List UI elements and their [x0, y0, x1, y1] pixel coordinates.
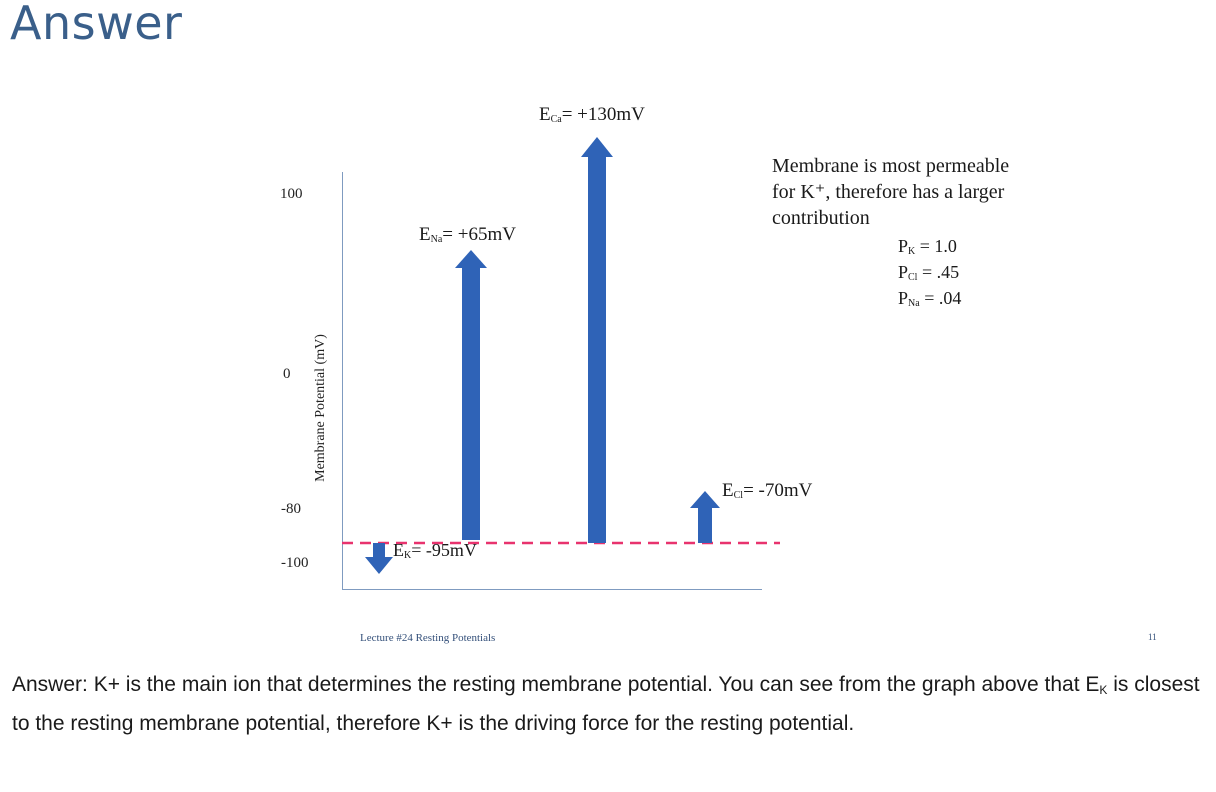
y-tick-100: 100 [280, 186, 303, 202]
perm-cl: $P_{Cl} = .45$ [898, 262, 960, 283]
arrow-ek-down [365, 543, 393, 574]
y-tick-minus-80: -80 [281, 501, 301, 517]
label-eca: $E_{Ca}= +130mV$ [539, 104, 645, 125]
arrow-ena-head [455, 250, 487, 268]
arrow-eca-head [581, 137, 613, 157]
permeability-note [772, 153, 1072, 231]
arrow-ecl-head [690, 491, 720, 508]
slide-number: 11 [1148, 632, 1157, 642]
label-ecl: $E_{Cl}= -70mV$ [722, 480, 813, 501]
arrow-ena-up [462, 268, 480, 540]
perm-k: $P_K = 1.0$ [898, 236, 957, 257]
note-line: Membrane is most permeable [772, 155, 1010, 177]
y-tick-minus-100: -100 [281, 555, 309, 571]
arrow-eca-up [588, 157, 606, 543]
perm-na: $P_{Na} = .04$ [898, 288, 962, 309]
page-heading: Answer [10, 0, 183, 50]
lecture-footer: Lecture #24 Resting Potentials [360, 632, 496, 644]
answer-paragraph: Answer: K+ is the main ion that determines the resting membrane potential. You can see from the graph above that $E_K$ is closest to the resting membrane potential, therefore K+ is the driving force for the resting potential. [12, 673, 1200, 735]
arrow-ecl-up [698, 508, 712, 543]
y-tick-0: 0 [283, 366, 291, 382]
label-ena: $E_{Na}= +65mV$ [419, 224, 516, 245]
y-axis-label: Membrane Potential (mV) [313, 334, 328, 482]
label-ek: $E_K= -95mV$ [393, 540, 477, 561]
note-line: contribution [772, 207, 870, 229]
note-line: for K⁺, therefore has a larger [772, 181, 1005, 203]
